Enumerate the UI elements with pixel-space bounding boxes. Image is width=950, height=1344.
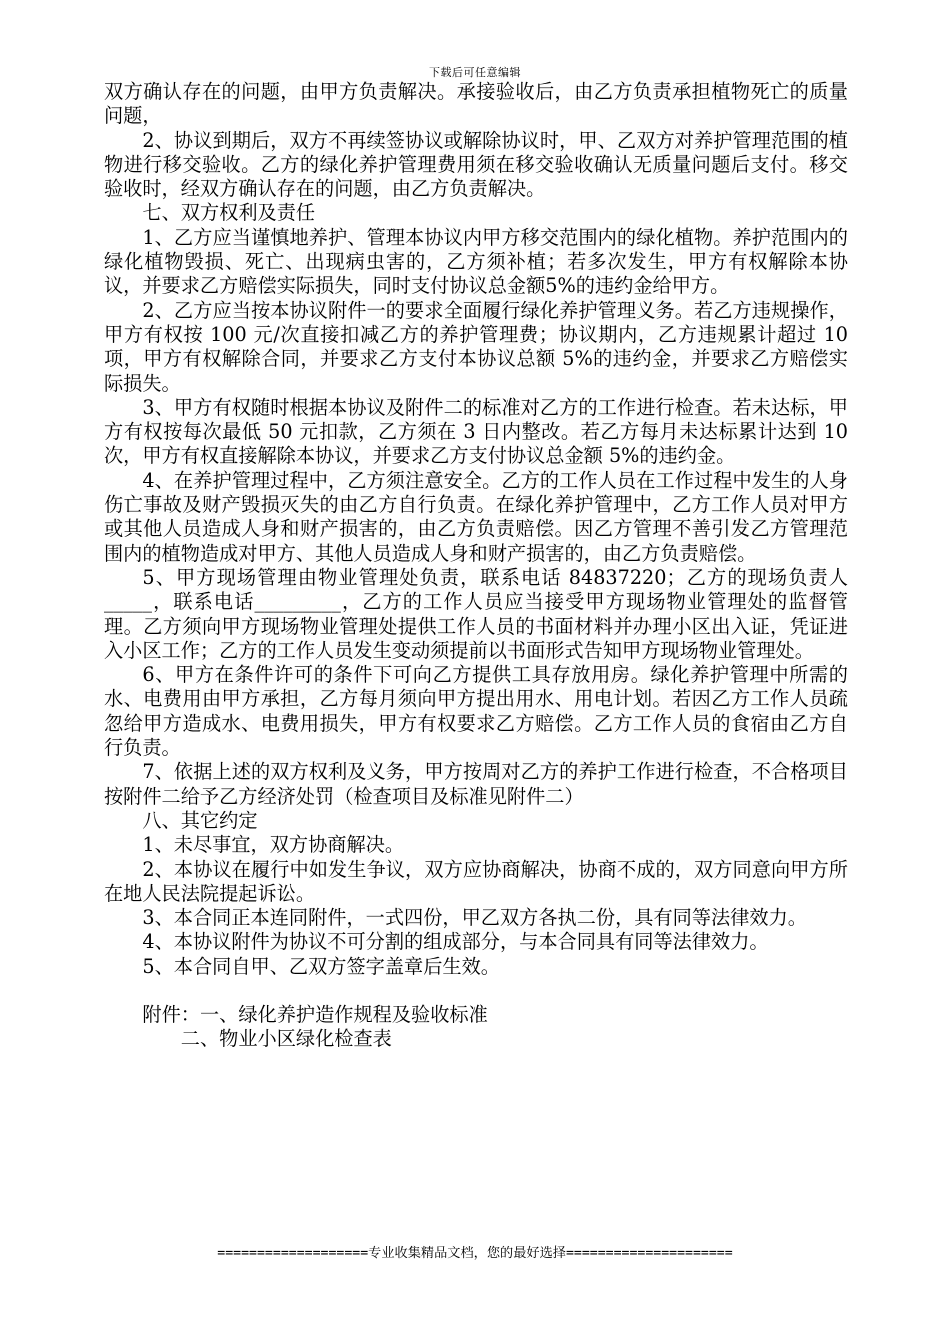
paragraph: 7、依据上述的双方权利及义务，甲方按周对乙方的养护工作进行检查，不合格项目按附件二给予乙方经济处罚（检查项目及标准见附件二） — [104, 760, 848, 808]
paragraph: 5、本合同自甲、乙双方签字盖章后生效。 — [142, 954, 500, 978]
paragraph: 3、甲方有权随时根据本协议及附件二的标准对乙方的工作进行检查。若未达标，甲方有权按每次最低 50 元扣款，乙方须在 3 日内整改。若乙方每月未达标累计达到 10 次，甲方有权直接解除本协议，并要求乙方支付协议总金额 5%的违约金。 — [104, 395, 848, 468]
section-heading: 七、双方权利及责任 — [142, 201, 316, 225]
paragraph: 2、乙方应当按本协议附件一的要求全面履行绿化养护管理义务。若乙方违规操作，甲方有权按 100 元/次直接扣减乙方的养护管理费；协议期内，乙方违规累计超过 10 项，甲方有权解除合同，并要求乙方支付本协议总额 5%的违约金，并要求乙方赔偿实际损失。 — [104, 298, 848, 395]
page-header: 下载后可任意编辑 — [429, 66, 521, 79]
attachment-line-2: 二、物业小区绿化检查表 — [180, 1027, 392, 1051]
paragraph: 2、协议到期后，双方不再续签协议或解除协议时，甲、乙双方对养护管理范围的植物进行移交验收。乙方的绿化养护管理费用须在移交验收确认无质量问题后支付。移交验收时，经双方确认存在的问题，由乙方负责解决。 — [104, 128, 848, 201]
paragraph: 3、本合同正本连同附件，一式四份，甲乙双方各执二份，具有同等法律效力。 — [142, 906, 807, 930]
paragraph: 4、本协议附件为协议不可分割的组成部分，与本合同具有同等法律效力。 — [142, 930, 769, 954]
paragraph: 5、甲方现场管理由物业管理处负责，联系电话 84837220；乙方的现场负责人_____，联系电话_________，乙方的工作人员应当接受甲方现场物业管理处的监督管理。乙方须向甲方现场物业管理处提供工作人员的书面材料并办理小区出入证，凭证进入小区工作；乙方的工作人员发生变动须提前以书面形式告知甲方现场物业管理处。 — [104, 565, 848, 662]
section-heading: 八、其它约定 — [142, 808, 258, 832]
page-footer: ===================专业收集精品文档，您的最好选择===================== — [217, 1246, 733, 1261]
paragraph: 2、本协议在履行中如发生争议，双方应协商解决，协商不成的，双方同意向甲方所在地人民法院提起诉讼。 — [104, 857, 848, 905]
paragraph: 1、乙方应当谨慎地养护、管理本协议内甲方移交范围内的绿化植物。养护范围内的绿化植物毁损、死亡、出现病虫害的，乙方须补植；若多次发生，甲方有权解除本协议，并要求乙方赔偿实际损失，同时支付协议总金额5%的违约金给甲方。 — [104, 225, 848, 298]
attachment-line-1: 附件：一、绿化养护造作规程及验收标准 — [142, 1002, 488, 1026]
paragraph: 4、在养护管理过程中，乙方须注意安全。乙方的工作人员在工作过程中发生的人身伤亡事故及财产毁损灭失的由乙方自行负责。在绿化养护管理中，乙方工作人员对甲方或其他人员造成人身和财产损害的，由乙方负责赔偿。因乙方管理不善引发乙方管理范围内的植物造成对甲方、其他人员造成人身和财产损害的，由乙方负责赔偿。 — [104, 468, 848, 565]
paragraph: 1、未尽事宜，双方协商解决。 — [142, 833, 405, 857]
paragraph: 双方确认存在的问题，由甲方负责解决。承接验收后，由乙方负责承担植物死亡的质量问题， — [104, 80, 848, 128]
paragraph: 6、甲方在条件许可的条件下可向乙方提供工具存放用房。绿化养护管理中所需的水、电费用由甲方承担，乙方每月须向甲方提出用水、用电计划。若因乙方工作人员疏忽给甲方造成水、电费用损失，甲方有权要求乙方赔偿。乙方工作人员的食宿由乙方自行负责。 — [104, 663, 848, 760]
document-body — [104, 80, 848, 1052]
